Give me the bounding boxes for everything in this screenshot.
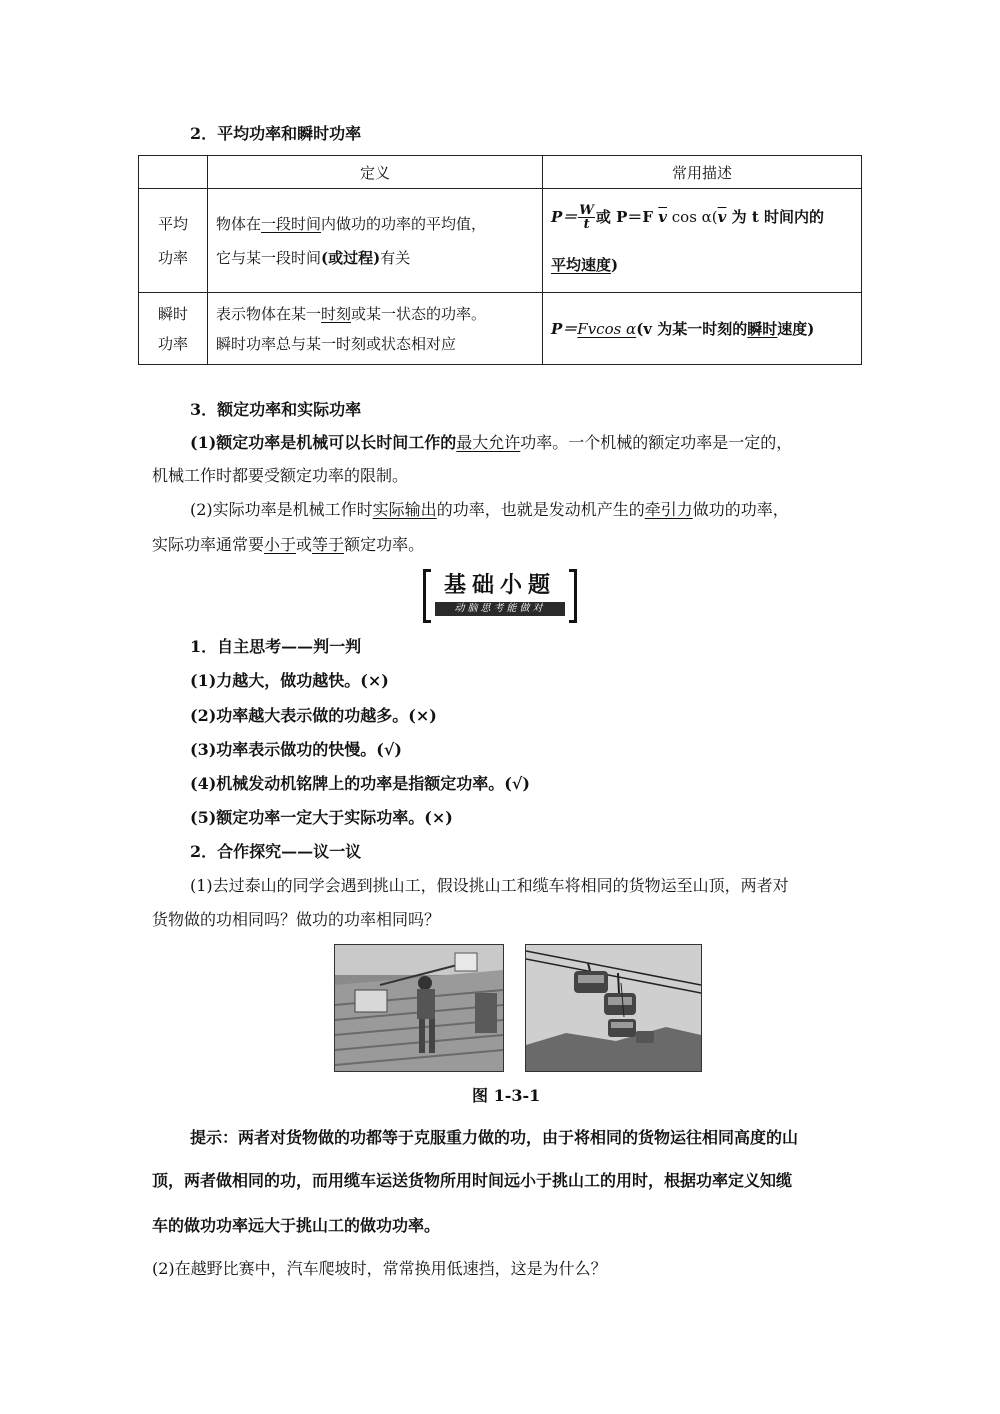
formula-underline: Fvcos α <box>577 320 637 338</box>
formula-vbar: $\overline{v}$ <box>717 207 727 226</box>
badge-left-bracket <box>423 569 431 623</box>
formula-text: 为 t 时间内的 <box>726 207 824 226</box>
para-text: 或 <box>296 535 313 554</box>
table-header-row <box>139 156 862 189</box>
para-underline: 最大允许 <box>456 433 521 452</box>
fraction-w-over-t <box>578 204 595 231</box>
section-3-heading: 3．额定功率和实际功率 <box>190 400 362 419</box>
def-text: 内做功的功率的平均值， <box>321 214 487 233</box>
table-header-description: 常用描述 <box>543 156 862 189</box>
judge-item-text: (1)力越大，做功越快。(×) <box>190 671 389 690</box>
def-underline: 时刻 <box>321 304 352 323</box>
judge-item <box>190 808 453 828</box>
section-2-heading: 2．平均功率和瞬时功率 <box>190 124 362 143</box>
basic-questions-badge <box>423 569 577 619</box>
porter-photo-image <box>335 945 503 1071</box>
para-underline: 小于 <box>264 535 297 554</box>
section-3-para-2-line-1 <box>190 500 789 520</box>
formula-vbar: $\overline{v}$ <box>658 207 667 226</box>
desc-underline: 瞬时 <box>747 320 778 338</box>
formula-text: 速度) <box>777 320 815 338</box>
hint-line-1: 提示：两者对货物做的功都等于克服重力做的功，由于将相同的货物运往相同高度的山 <box>190 1128 799 1147</box>
formula-p: P＝ <box>551 207 578 226</box>
table-header-definition: 定义 <box>208 156 543 189</box>
porter-photo <box>334 944 504 1072</box>
def-bold: (或过程) <box>321 248 381 267</box>
hint-line-3: 车的做功功率远大于挑山工的做功功率。 <box>152 1216 441 1235</box>
table-header-empty <box>139 156 208 189</box>
def-text: 表示物体在某一 <box>216 304 322 323</box>
def-text: 或某一状态的功率。 <box>351 304 487 323</box>
table-row-instant-power <box>139 293 862 365</box>
def-text: 它与某一段时间 <box>216 248 322 267</box>
section-3-para-1-line-2: 机械工作时都要受额定功率的限制。 <box>152 466 409 485</box>
judge-item <box>190 706 437 726</box>
figure-caption: 图 1-3-1 <box>472 1086 541 1105</box>
para-text: 做功的功率， <box>692 500 789 519</box>
para-underline: 实际输出 <box>372 500 437 519</box>
para-text: 的功率，也就是发动机产生的 <box>436 500 645 519</box>
para-underline: 牵引力 <box>644 500 693 519</box>
table-row-average-power <box>139 189 862 293</box>
para-text: (2)实际功率是机械工作时 <box>190 500 373 519</box>
para-text: 额定功率。 <box>344 535 425 554</box>
judge-item-text: (4)机械发动机铭牌上的功率是指额定功率。(√) <box>190 774 530 793</box>
cooperate-heading: 2．合作探究——议一议 <box>190 842 362 861</box>
fraction-numerator: W <box>579 203 594 218</box>
def-text: 有关 <box>380 248 411 267</box>
formula-text: (v 为某一时刻的 <box>636 320 748 338</box>
para-text: 功率。一个机械的额定功率是一定的， <box>520 433 793 452</box>
judge-item-text: (5)额定功率一定大于实际功率。(×) <box>190 808 453 827</box>
para-underline: 等于 <box>312 535 345 554</box>
def-underline: 一段时间 <box>261 214 322 233</box>
self-think-heading: 1．自主思考——判一判 <box>190 637 362 656</box>
judge-item <box>190 774 530 794</box>
para-text: (1)额定功率是机械可以长时间工作的 <box>190 433 457 452</box>
def-text: 物体在 <box>216 214 262 233</box>
section-3-para-2-line-2 <box>152 535 424 555</box>
instant-power-description <box>543 293 862 365</box>
def-text: 瞬时功率总与某一时刻或状态相对应 <box>216 334 457 353</box>
formula-text: ) <box>611 255 619 274</box>
label-line-2: 功率 <box>157 334 188 353</box>
power-definition-table <box>138 155 862 365</box>
desc-underline: 平均速度 <box>551 255 612 274</box>
judge-item <box>190 671 389 691</box>
q2-para-2: (2)在越野比赛中，汽车爬坡时，常常换用低速挡，这是为什么？ <box>152 1259 607 1278</box>
average-power-description <box>543 189 862 293</box>
row-label-average-power <box>139 189 208 293</box>
label-line-1: 瞬时 <box>157 304 188 323</box>
judge-item-text: (3)功率表示做功的快慢。(√) <box>190 740 402 759</box>
fraction-denominator: t <box>583 217 590 232</box>
cable-car-photo-image <box>526 945 701 1071</box>
judge-item <box>190 740 402 760</box>
q2-para-1-line-2: 货物做的功相同吗？做功的功率相同吗？ <box>152 910 441 929</box>
formula-text: cos α( <box>667 207 718 226</box>
badge-title: 基础小题 <box>443 573 556 598</box>
hint-line-2: 顶，两者做相同的功，而用缆车运送货物所用时间远小于挑山工的用时，根据功率定义知缆 <box>152 1171 793 1190</box>
row-label-instant-power <box>139 293 208 365</box>
label-line-2: 功率 <box>157 248 188 267</box>
formula-text: 或 P＝F <box>595 207 654 226</box>
para-text: 实际功率通常要 <box>152 535 265 554</box>
judge-item-text: (2)功率越大表示做的功越多。(×) <box>190 706 437 725</box>
badge-right-bracket <box>569 569 577 623</box>
cable-car-photo <box>525 944 702 1072</box>
instant-power-definition <box>208 293 543 365</box>
badge-subtitle: 动脑思考能做对 <box>435 602 565 616</box>
average-power-definition <box>208 189 543 293</box>
label-line-1: 平均 <box>157 214 188 233</box>
section-3-para-1-line-1 <box>190 433 792 453</box>
formula-p: P＝ <box>551 320 578 338</box>
q2-para-1-line-1: (1)去过泰山的同学会遇到挑山工，假设挑山工和缆车将相同的货物运至山顶，两者对 <box>190 876 789 895</box>
